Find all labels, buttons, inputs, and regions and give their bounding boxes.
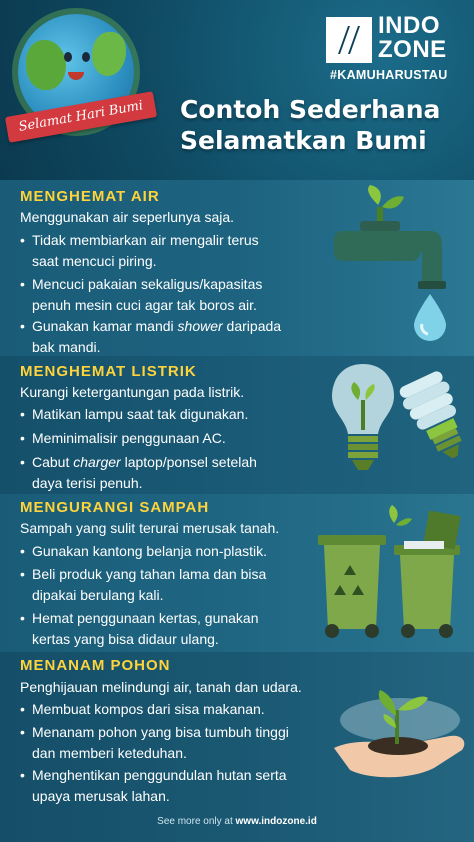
logo-mark-icon xyxy=(336,24,362,56)
section-heading: MENGURANGI SAMPAH xyxy=(20,499,210,516)
section-heading: MENGHEMAT LISTRIK xyxy=(20,363,197,380)
hashtag: #KAMUHARUSTAU xyxy=(330,68,448,82)
eye xyxy=(64,52,72,62)
footer: See more only at www.indozone.id xyxy=(157,816,317,827)
list-item: • Gunakan kantong belanja non-plastik. xyxy=(20,543,268,559)
list-item: • Tidak membiarkan air mengalir terus saat mencuci piring. xyxy=(20,232,259,269)
list-item: • Menanam pohon yang bisa tumbuh tinggi dan memberi keteduhan. xyxy=(20,724,289,761)
section-intro: Menggunakan air seperlunya saja. xyxy=(20,209,235,225)
land-shape xyxy=(26,40,66,90)
earth-day-ribbon: Selamat Hari Bumi xyxy=(5,91,157,143)
light-bulb-icon xyxy=(328,360,398,480)
list-item: • Gunakan kamar mandi shower daripada bak mandi. xyxy=(20,318,282,355)
section-intro: Sampah yang sulit terurai merusak tanah. xyxy=(20,520,280,536)
list-item: • Matikan lampu saat tak digunakan. xyxy=(20,406,249,422)
seedling-hand-icon xyxy=(330,680,470,790)
list-item: • Menghentikan penggundulan hutan serta upaya merusak lahan. xyxy=(20,767,287,804)
list-item: • Hemat penggunaan kertas, gunakan kertas yang bisa didaur ulang. xyxy=(20,610,259,647)
page-title: Contoh Sederhana Selamatkan Bumi xyxy=(180,95,441,155)
list-item: • Cabut charger laptop/ponsel setelah daya terisi penuh. xyxy=(20,454,257,491)
footer-site-link[interactable]: www.indozone.id xyxy=(235,816,317,827)
section-heading: MENANAM POHON xyxy=(20,657,171,674)
list-item: • Meminimalisir penggunaan AC. xyxy=(20,430,226,446)
section-intro: Penghijauan melindungi air, tanah dan udara. xyxy=(20,679,302,695)
list-item: • Mencuci pakaian sekaligus/kapasitas penuh mesin cuci agar tak boros air. xyxy=(20,276,263,313)
list-item: • Beli produk yang tahan lama dan bisa dipakai berulang kali. xyxy=(20,566,267,603)
section-intro: Kurangi ketergantungan pada listrik. xyxy=(20,384,245,400)
list-item: • Membuat kompos dari sisa makanan. xyxy=(20,701,265,717)
cfl-bulb-icon xyxy=(398,370,468,480)
water-drop-icon xyxy=(412,292,448,342)
brand-name: INDO ZONE xyxy=(378,12,447,63)
eye xyxy=(82,52,90,62)
trash-bin-icon xyxy=(314,505,464,645)
section-heading: MENGHEMAT AIR xyxy=(20,188,160,205)
